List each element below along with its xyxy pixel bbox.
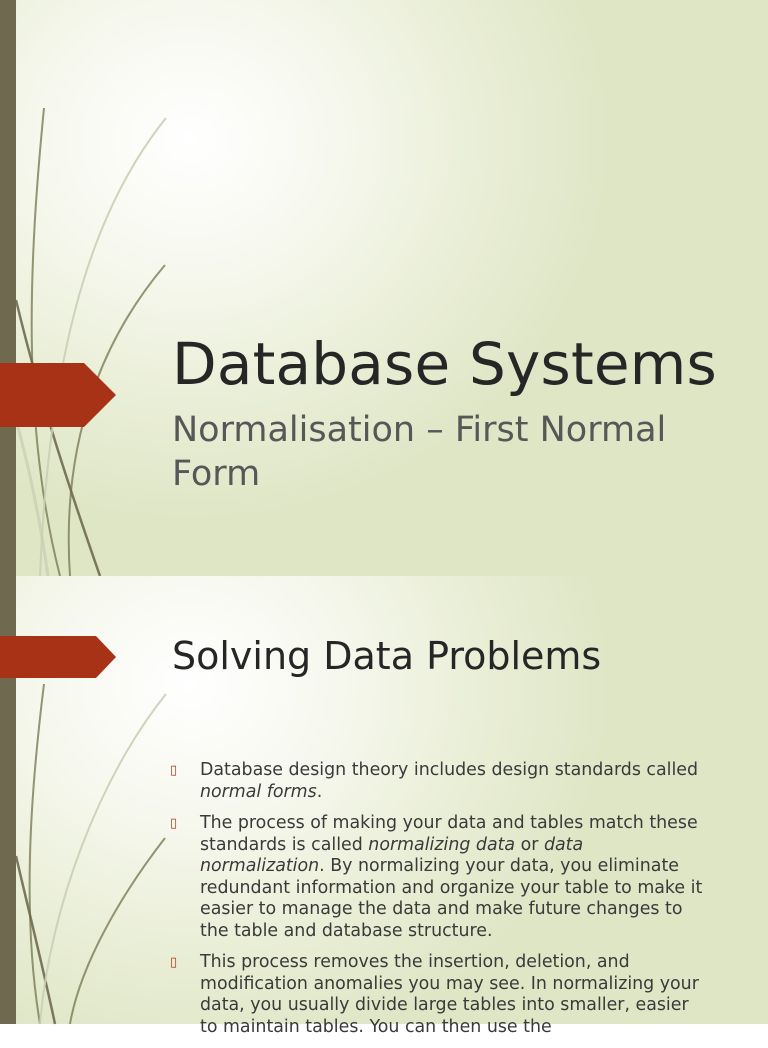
content-slide (0, 576, 768, 1037)
bullet-list (170, 760, 710, 1048)
hollow-square-icon: ▯ (170, 955, 178, 970)
list-item: ▯ The process of making your data and tables match these standards is called normalizing data or data normalization. By normalizing your data, you eliminate redundant information and organize your table to make it easier to manage the data and make future changes to the table and database structure. (170, 813, 703, 941)
slide-title: Database Systems (172, 330, 717, 398)
red-arrow-marker (0, 636, 116, 678)
list-item: ▯ This process removes the insertion, deletion, and modification anomalies you may see. In normalizing your data, you usually divide large tables into smaller, easier to maintain tables. You can then use the (170, 952, 699, 1037)
decorative-grass-stems (0, 0, 200, 576)
slide-title: Solving Data Problems (172, 634, 602, 678)
red-arrow-marker (0, 363, 116, 427)
slide-subtitle: Normalisation – First Normal Form (172, 410, 667, 494)
list-item: ▯ Database design theory includes design standards called normal forms. (170, 760, 699, 802)
hollow-square-icon: ▯ (170, 763, 178, 778)
hollow-square-icon: ▯ (170, 816, 178, 831)
